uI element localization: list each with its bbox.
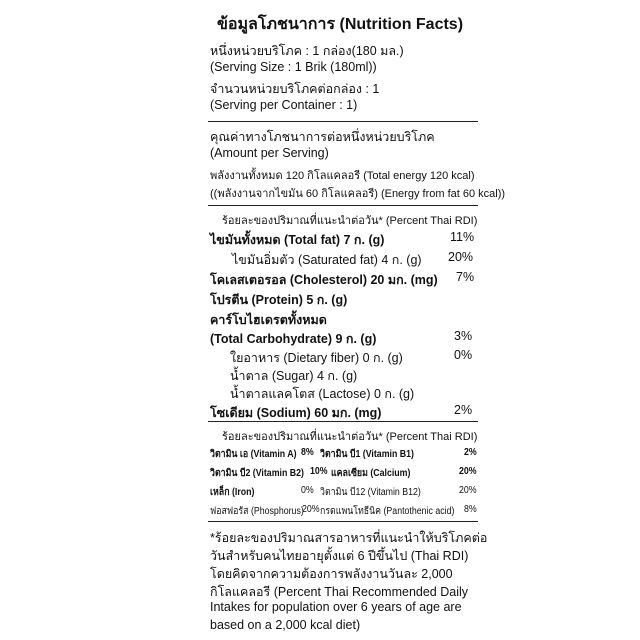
- divider: [208, 421, 478, 422]
- footnote-line: based on a 2,000 kcal diet): [210, 618, 361, 632]
- vitamin-right-pct: 20%: [459, 466, 477, 477]
- vitamin-right-pct: 20%: [459, 485, 477, 496]
- nutrient-dietary-fiber: ใยอาหาร (Dietary fiber) 0 ก. (g): [230, 351, 403, 365]
- nutrient-sodium: โซเดียม (Sodium) 60 มก. (mg): [210, 406, 382, 420]
- nutrient-dietary-fiber-pct: 0%: [454, 348, 473, 362]
- servings-per-container-th: จำนวนหน่วยบริโภคต่อกล่อง : 1: [210, 82, 380, 96]
- footnote-line: Intakes for population over 6 years of age are: [210, 600, 462, 614]
- divider: [208, 521, 478, 522]
- label-title: ข้อมูลโภชนาการ (Nutrition Facts): [216, 16, 464, 33]
- nutrient-cholesterol-pct: 7%: [456, 270, 475, 284]
- amount-header-en: (Amount per Serving): [210, 146, 329, 160]
- vitamin-right-label: แคลเซียม (Calcium): [331, 468, 411, 479]
- serving-size-th: หนึ่งหน่วยบริโภค : 1 กล่อง(180 มล.): [210, 44, 404, 58]
- nutrient-carbohydrate: (Total Carbohydrate) 9 ก. (g): [210, 332, 377, 346]
- nutrient-sugar: น้ำตาล (Sugar) 4 ก. (g): [230, 369, 358, 383]
- nutrient-sodium-pct: 2%: [454, 403, 473, 417]
- footnote-line: *ร้อยละของปริมาณสารอาหารที่แนะนำให้บริโภคต่อ: [210, 531, 488, 545]
- footnote-line: กิโลแคลอรี (Percent Thai Recommended Daily: [210, 585, 469, 599]
- vitamin-left-pct: 10%: [310, 466, 328, 477]
- rdi-header: ร้อยละของปริมาณที่แนะนำต่อวัน* (Percent Thai RDI): [222, 215, 478, 227]
- divider: [208, 121, 478, 122]
- vitamin-left-pct: 8%: [301, 447, 314, 458]
- vitamin-right-pct: 2%: [464, 447, 477, 458]
- vitamin-right-label: กรดแพนโทธีนิค (Pantothenic acid): [320, 506, 455, 517]
- nutrient-total-fat: ไขมันทั้งหมด (Total fat) 7 ก. (g): [210, 233, 385, 247]
- rdi-header-vitamins: ร้อยละของปริมาณที่แนะนำต่อวัน* (Percent Thai RDI): [222, 431, 478, 443]
- servings-per-container-en: (Serving per Container : 1): [210, 98, 358, 112]
- vitamin-left-label: วิตามิน บี2 (Vitamin B2): [210, 468, 304, 479]
- nutrient-saturated-fat: ไขมันอิ่มตัว (Saturated fat) 4 ก. (g): [232, 253, 422, 267]
- nutrient-lactose: น้ำตาลแลคโตส (Lactose) 0 ก. (g): [230, 387, 415, 401]
- vitamin-left-label: ฟอสฟอรัส (Phosphorus): [210, 506, 304, 517]
- divider: [208, 205, 478, 206]
- nutrient-saturated-fat-pct: 20%: [448, 250, 474, 264]
- nutrient-carbohydrate-pct: 3%: [454, 329, 473, 343]
- vitamin-right-label: วิตามิน บี12 (Vitamin B12): [320, 487, 421, 498]
- nutrient-total-fat-pct: 11%: [450, 230, 475, 244]
- footnote-line: โดยคิดจากความต้องการพลังงานวันละ 2,000: [210, 567, 453, 581]
- vitamin-left-label: วิตามิน เอ (Vitamin A): [210, 449, 297, 460]
- nutrition-facts-label: [200, 0, 506, 640]
- footnote-line: วันสำหรับคนไทยอายุตั้งแต่ 6 ปีขึ้นไป (Thai RDI): [210, 549, 469, 563]
- vitamin-left-pct: 20%: [302, 504, 320, 515]
- nutrient-protein: โปรตีน (Protein) 5 ก. (g): [210, 293, 348, 307]
- vitamin-right-label: วิตามิน บี1 (Vitamin B1): [320, 449, 414, 460]
- vitamin-left-pct: 0%: [301, 485, 314, 496]
- vitamin-right-pct: 8%: [464, 504, 477, 515]
- nutrient-carbohydrate-th: คาร์โบไฮเดรตทั้งหมด: [210, 313, 327, 327]
- energy-from-fat: ((พลังงานจากไขมัน 60 กิโลแคลอรี) (Energy from fat 60 kcal)): [210, 188, 506, 200]
- amount-header-th: คุณค่าทางโภชนาการต่อหนึ่งหน่วยบริโภค: [210, 130, 435, 144]
- serving-size-en: (Serving Size : 1 Brik (180ml)): [210, 60, 377, 74]
- vitamin-left-label: เหล็ก (Iron): [210, 487, 255, 498]
- total-energy: พลังงานทั้งหมด 120 กิโลแคลอรี (Total energy 120 kcal): [210, 170, 475, 182]
- nutrient-cholesterol: โคเลสเตอรอล (Cholesterol) 20 มก. (mg): [210, 273, 438, 287]
